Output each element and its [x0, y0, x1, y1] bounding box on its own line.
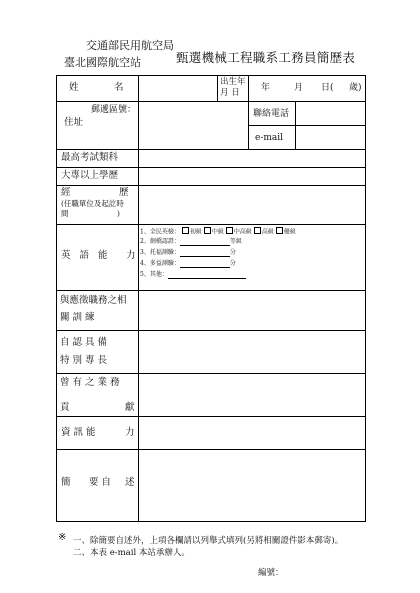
cambridge-suffix: 等級 [229, 238, 242, 245]
education-label: 大專以上學歷 [61, 170, 119, 181]
serial-number-label: 編號： [258, 568, 284, 578]
row-divider [57, 101, 365, 102]
age-label: 歲) [349, 83, 362, 93]
birth-day-label: 日( [321, 83, 334, 93]
autobiography-label-3: 述 [125, 477, 135, 488]
exam-category-label: 最高考試類科 [61, 152, 119, 163]
station-name: 臺北國際航空站 [64, 56, 141, 69]
row-divider [57, 449, 365, 450]
row-divider [248, 125, 365, 126]
career-contribution-label-3: 獻 [125, 402, 135, 413]
toefl-suffix: 分 [229, 249, 236, 256]
name-label: 姓 [69, 82, 79, 93]
other-prefix: 5、其他： [140, 271, 168, 278]
toefl-line [140, 249, 236, 257]
special-skills-label: 自 認 具 備 [60, 337, 108, 348]
gept-level-checkbox[interactable] [182, 227, 189, 234]
label-column-divider [138, 76, 139, 521]
language-ability-label-2: 力 [126, 250, 136, 261]
gept-level-checkbox[interactable] [226, 227, 233, 234]
experience-note-3: ) [117, 209, 120, 218]
agency-name: 交通部民用航空局 [86, 39, 174, 52]
birth-label: 出生年 [220, 77, 246, 87]
experience-label-2: 歷 [119, 187, 129, 198]
related-training-label: 與應徵職務之相 [60, 295, 127, 306]
career-contribution-label-2: 貢 [60, 402, 70, 413]
row-divider [57, 149, 365, 150]
toeic-blank[interactable] [180, 267, 230, 268]
career-contribution-label: 曾 有 之 業 務 [60, 377, 120, 388]
toeic-suffix: 分 [229, 260, 236, 267]
email-label: e-mail [255, 133, 284, 143]
birth-label-2: 月 日 [220, 88, 240, 98]
column-divider [295, 101, 296, 149]
cambridge-prefix: 2、劍橋認證： [140, 238, 180, 245]
column-divider [217, 76, 218, 101]
gept-line [140, 227, 296, 236]
special-skills-label-2: 特 別 專 長 [60, 355, 108, 366]
toeic-prefix: 4、多益測驗： [140, 260, 180, 267]
toeic-line [140, 260, 236, 268]
autobiography-label-2: 要 自 [89, 477, 112, 488]
gept-level-checkbox[interactable] [276, 227, 283, 234]
gept-level: 優級 [283, 228, 296, 236]
birth-month-label: 月 [294, 83, 304, 93]
gept-prefix: 1、全民英檢： [140, 228, 180, 236]
form-title: 甄選機械工程職系工務員簡歷表 [176, 50, 356, 65]
row-divider [57, 290, 365, 291]
address-label: 住址 [64, 117, 84, 128]
gept-level: 高級 [261, 228, 274, 236]
toefl-blank[interactable] [180, 256, 230, 257]
resume-form [56, 75, 366, 522]
gept-level: 中級 [211, 228, 224, 236]
note-line-1: 一、除簡要自述外，上項各欄請以列舉式填列(另將相關證件影本郵寄)。 [73, 536, 344, 546]
column-divider [248, 76, 249, 149]
row-divider [57, 330, 365, 331]
row-divider [57, 185, 365, 186]
cambridge-line [140, 238, 242, 246]
postal-code-label: 郵遞區號： [91, 105, 137, 115]
autobiography-label: 簡 [61, 477, 71, 488]
gept-level: 中高級 [233, 228, 252, 236]
toefl-prefix: 3、托福測驗： [140, 249, 180, 256]
other-blank[interactable] [168, 278, 246, 279]
related-training-label-2: 關 訓 練 [60, 312, 95, 323]
gept-level-checkbox[interactable] [254, 227, 261, 234]
other-line [140, 271, 246, 279]
language-ability-label: 英 語 能 [61, 250, 111, 261]
name-label-2: 名 [114, 82, 124, 93]
birth-year-label: 年 [261, 83, 271, 93]
note-mark: ※ [58, 532, 67, 543]
experience-note: (任職單位及起訖時 [61, 199, 124, 208]
cambridge-blank[interactable] [180, 245, 230, 246]
phone-label: 聯絡電話 [253, 109, 290, 119]
row-divider [57, 416, 365, 417]
experience-label: 經 [61, 187, 71, 198]
note-line-2: 二、本表 e-mail 本站承辦人。 [73, 548, 190, 558]
it-ability-label-2: 力 [125, 427, 135, 438]
row-divider [57, 224, 365, 225]
row-divider [57, 373, 365, 374]
experience-note-2: 間 [61, 209, 69, 218]
gept-level-checkbox[interactable] [204, 227, 211, 234]
it-ability-label: 資 訊 能 [61, 427, 96, 438]
row-divider [57, 167, 365, 168]
gept-level: 初級 [189, 228, 202, 236]
